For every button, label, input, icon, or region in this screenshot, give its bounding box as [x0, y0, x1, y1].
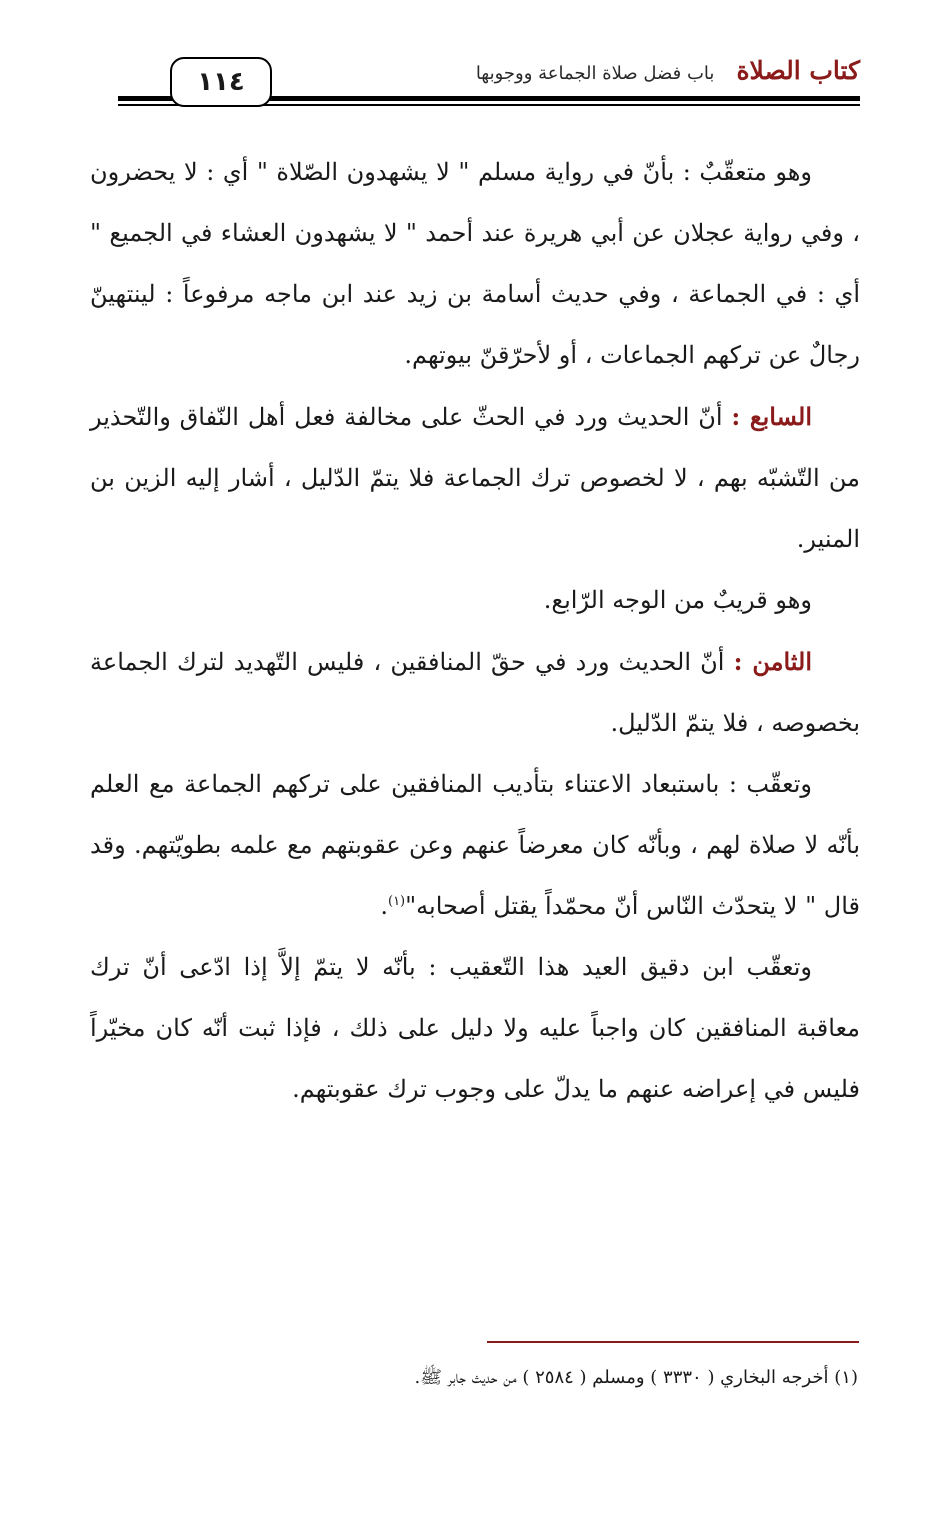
chapter-title: باب فضل صلاة الجماعة ووجوبها	[475, 63, 715, 84]
paragraph-3: وهو قريبٌ من الوجه الرّابع.	[543, 586, 812, 614]
page-number: ١١٤	[170, 57, 272, 107]
paragraph-2	[90, 386, 860, 570]
footnote-separator	[487, 1341, 859, 1343]
paragraph-4	[90, 631, 860, 754]
main-text	[90, 142, 860, 1120]
paragraph-6: وتعقّب ابن دقيق العيد هذا التّعقيب : بأنّه لا يتمّ إلاَّ إذا ادّعى أنّ ترك معاقبة المنافقين كان واجباً عليه ولا دليل على ذلك ، فإذا ثبت أنّه كان مخيّراً فليس في إعراضه عنهم ما يدلّ على وجوب ترك عقوبتهم.	[90, 953, 860, 1103]
paragraph-4-text: أنّ الحديث ورد في حقّ المنافقين ، فليس التّهديد لترك الجماعة بخصوصه ، فلا يتمّ الدّليل.	[90, 648, 860, 737]
point-label-eighth: الثامن :	[733, 647, 812, 676]
footnote-reference[interactable]: (١)	[387, 894, 406, 909]
paragraph-2-text: أنّ الحديث ورد في الحثّ على مخالفة فعل أهل النّفاق والتّحذير من التّشبّه بهم ، لا لخصوص ترك الجماعة فلا يتمّ الدّليل ، أشار إليه الزين بن المنير.	[90, 403, 860, 553]
point-label-seventh: السابع :	[731, 402, 812, 431]
paragraph-5-end: .	[380, 892, 388, 920]
paragraph-5-text: وتعقّب : باستبعاد الاعتناء بتأديب المنافقين على تركهم الجماعة مع العلم بأنّه لا صلاة لهم ، وبأنّه كان معرضاً عنهم وعن عقوبتهم مع علمه بطويّتهم. وقد قال " لا يتحدّث النّاس أنّ محمّداً يقتل أصحابه"	[90, 770, 861, 920]
page-header	[0, 0, 945, 110]
footnote: (١) أخرجه البخاري ( ٣٣٣٠ ) ومسلم ( ٢٥٨٤ ) من حديث جابر ﷺ.	[414, 1367, 858, 1388]
paragraph-5	[90, 754, 860, 937]
running-head	[476, 56, 860, 85]
book-title: كتاب الصلاة	[736, 56, 860, 85]
paragraph-1: وهو متعقّبٌ : بأنّ في رواية مسلم " لا يشهدون الصّلاة " أي : لا يحضرون ، وفي رواية عجلان عن أبي هريرة عند أحمد " لا يشهدون العشاء في الجميع " أي : في الجماعة ، وفي حديث أسامة بن زيد عند ابن ماجه مرفوعاً : لينتهينّ رجالٌ عن تركهم الجماعات ، أو لأحرّقنّ بيوتهم.	[90, 158, 860, 369]
